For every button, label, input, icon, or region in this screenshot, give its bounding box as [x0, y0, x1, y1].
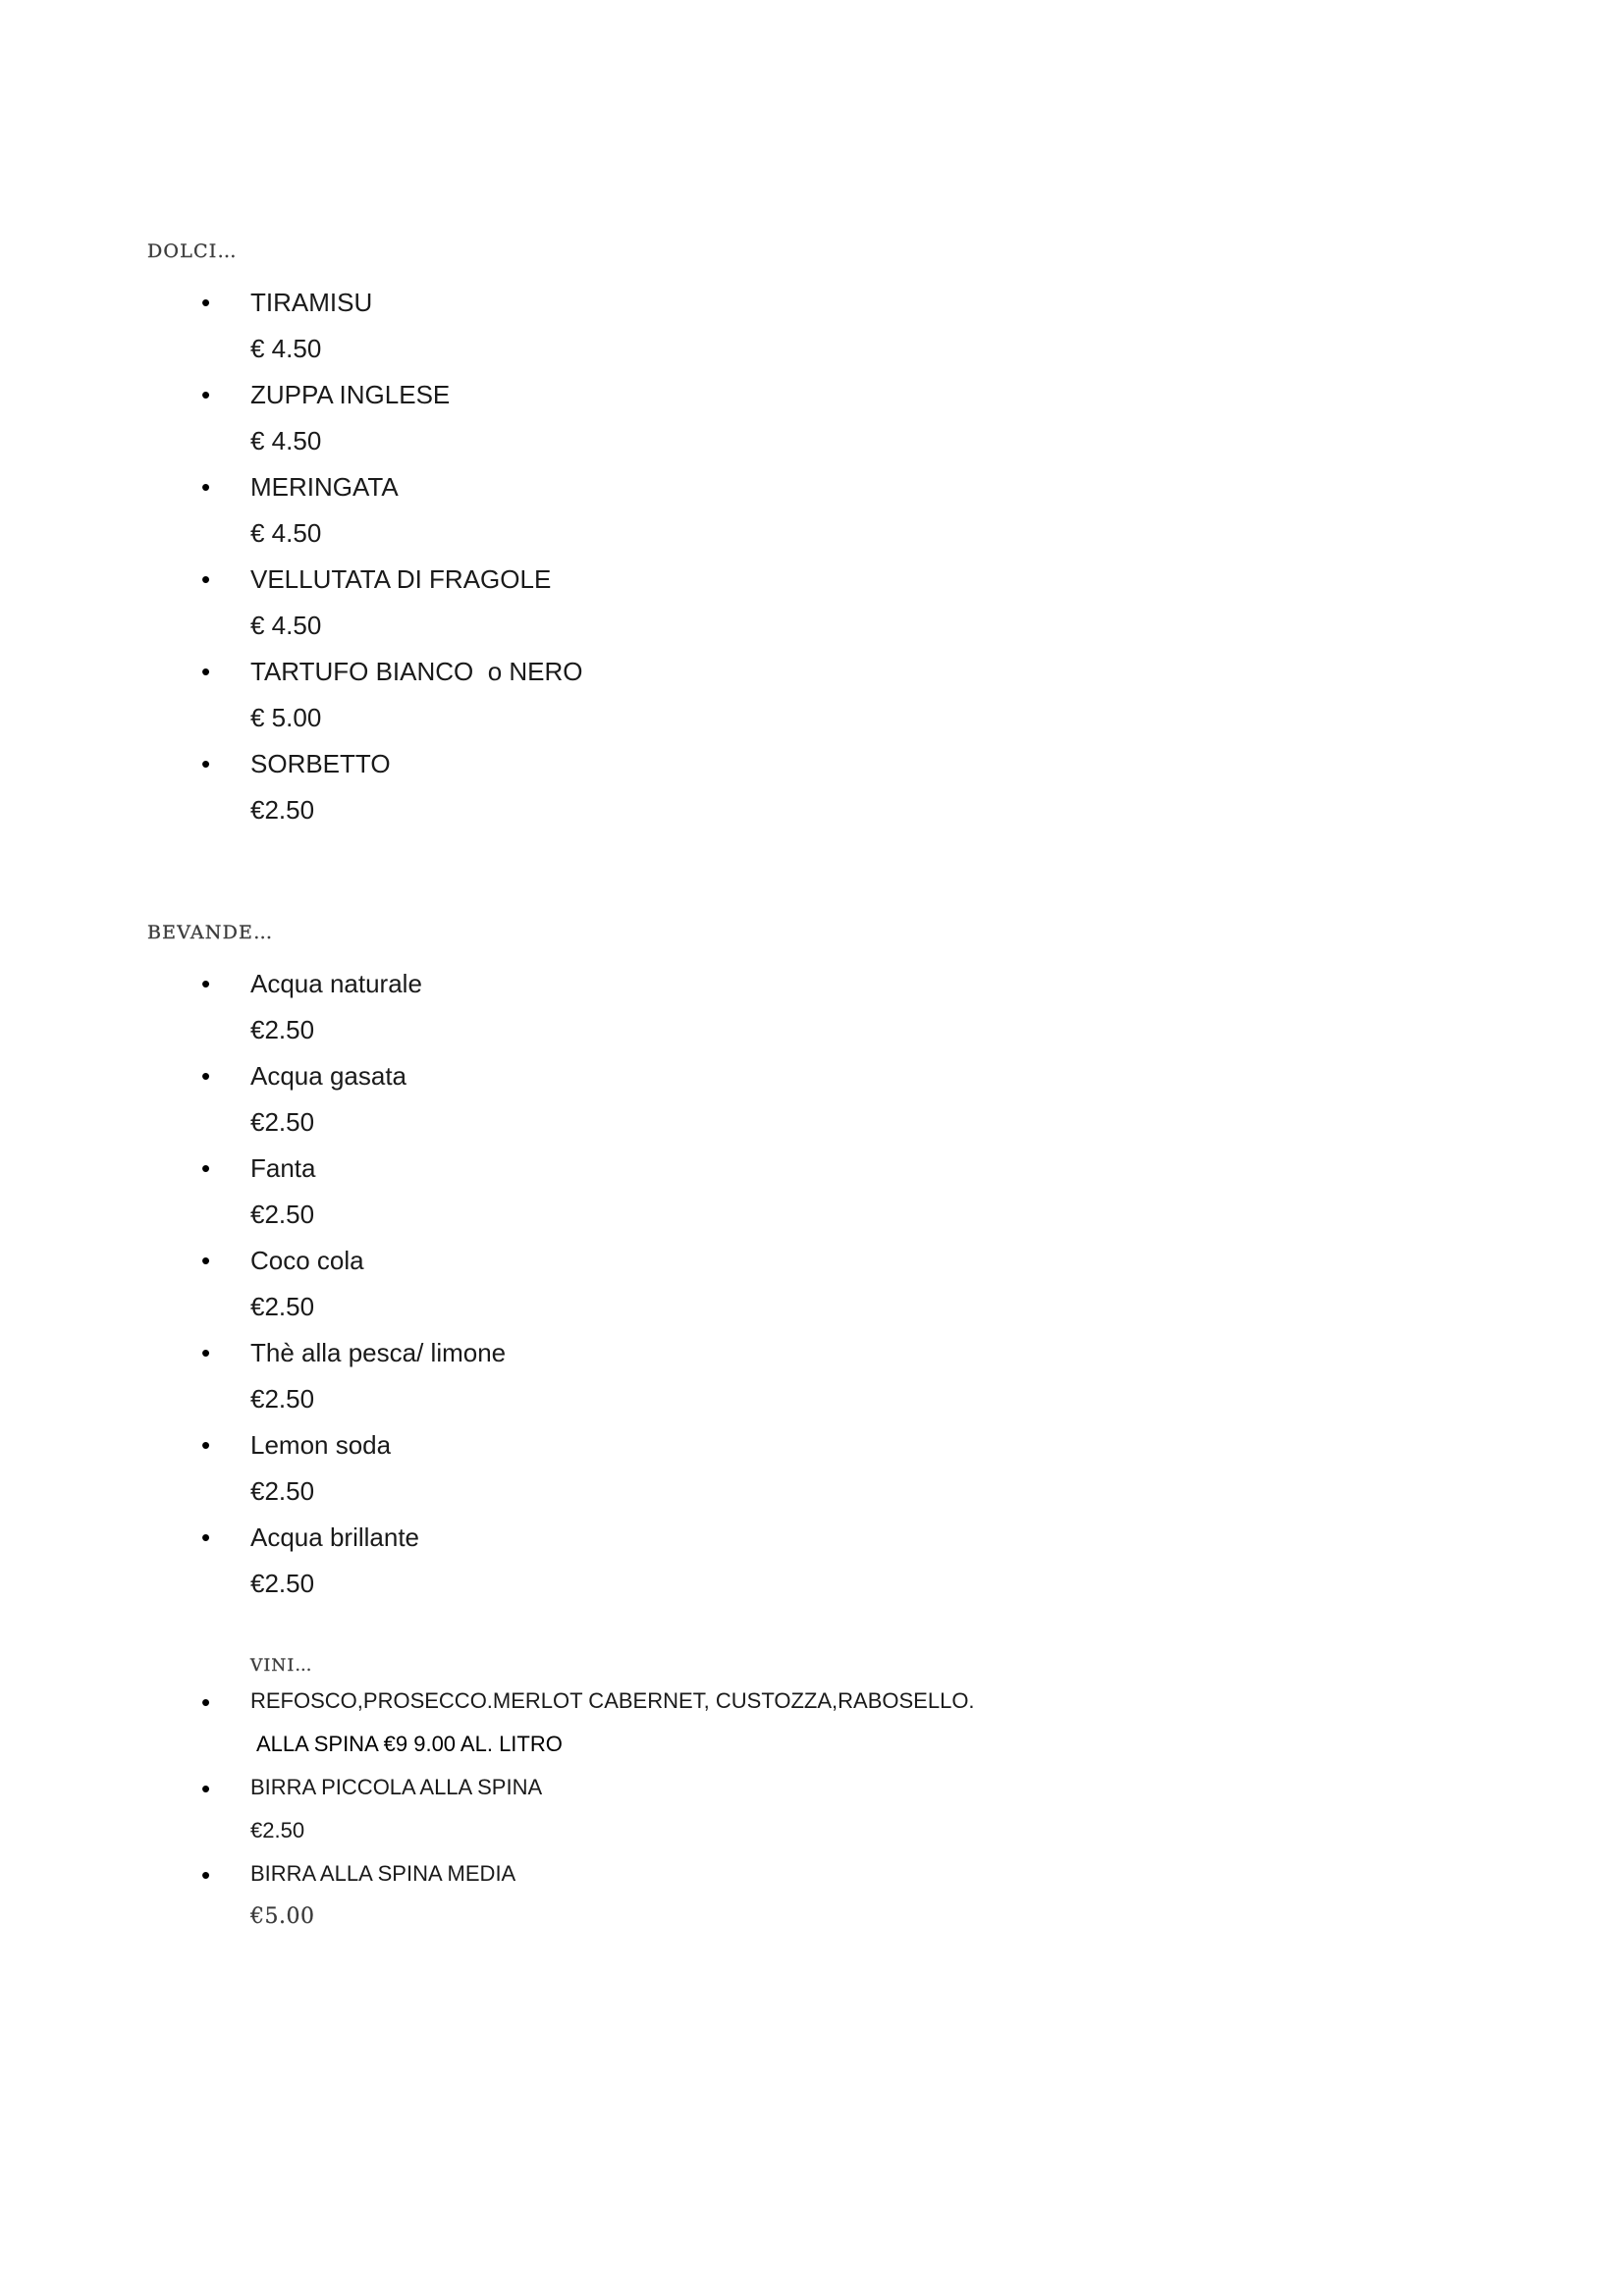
item-name: TIRAMISU	[250, 288, 373, 317]
bullet-icon: •	[201, 1338, 211, 1367]
bullet-icon: •	[201, 1860, 211, 1890]
item-price: €2.50	[250, 1818, 305, 1842]
item-price: €2.50	[250, 795, 315, 825]
item-name: Acqua naturale	[250, 969, 422, 998]
item-price: € 4.50	[250, 426, 322, 455]
item-name: TARTUFO BIANCO o NERO	[250, 657, 583, 686]
bullet-icon: •	[201, 749, 211, 778]
item-price: €5.00	[250, 1904, 315, 1929]
item-name: Acqua gasata	[250, 1061, 407, 1091]
list-item	[147, 1146, 1483, 1238]
list-item	[147, 1852, 1483, 1939]
section-spacer	[147, 1607, 1483, 1656]
item-price: €2.50	[250, 1015, 315, 1044]
section-heading-dolci: DOLCI…	[147, 240, 238, 262]
list-item	[147, 1680, 1483, 1766]
bullet-icon: •	[201, 1774, 211, 1803]
bullet-icon: •	[201, 1687, 211, 1717]
section-heading-vini: VINI…	[250, 1656, 313, 1676]
bullet-icon: •	[201, 1153, 211, 1183]
list-item	[147, 741, 1483, 833]
section-spacer	[147, 833, 1483, 922]
menu-list-dolci	[147, 280, 1483, 833]
bullet-icon: •	[201, 380, 211, 409]
bullet-icon: •	[201, 1522, 211, 1552]
item-price: €2.50	[250, 1384, 315, 1414]
list-item	[147, 1766, 1483, 1852]
menu-list-vini	[147, 1680, 1483, 1939]
bullet-icon: •	[201, 657, 211, 686]
item-name: BIRRA PICCOLA ALLA SPINA	[250, 1775, 543, 1799]
item-price: € 4.50	[250, 518, 322, 548]
bullet-icon: •	[201, 564, 211, 594]
item-name: Fanta	[250, 1153, 316, 1183]
item-price: €2.50	[250, 1107, 315, 1137]
bullet-icon: •	[201, 969, 211, 998]
bullet-icon: •	[201, 1061, 211, 1091]
item-name: REFOSCO,PROSECCO.MERLOT CABERNET, CUSTOZZA,RABOSELLO.	[250, 1688, 975, 1713]
bullet-icon: •	[201, 1246, 211, 1275]
section-heading-bevande: BEVANDE…	[147, 922, 274, 943]
list-item	[147, 372, 1483, 464]
item-price: €2.50	[250, 1476, 315, 1506]
item-name: ZUPPA INGLESE	[250, 380, 451, 409]
item-subline: ALLA SPINA €9 9.00 AL. LITRO	[256, 1732, 563, 1756]
list-item	[147, 1515, 1483, 1607]
list-item	[147, 464, 1483, 557]
list-item	[147, 1053, 1483, 1146]
menu-content	[147, 240, 1483, 1939]
item-name: Lemon soda	[250, 1430, 392, 1460]
item-name: VELLUTATA DI FRAGOLE	[250, 564, 552, 594]
menu-list-bevande	[147, 961, 1483, 1607]
list-item	[147, 1330, 1483, 1422]
item-name: Acqua brillante	[250, 1522, 419, 1552]
item-name: Thè alla pesca/ limone	[250, 1338, 507, 1367]
list-item	[147, 280, 1483, 372]
item-price: € 4.50	[250, 611, 322, 640]
item-name: SORBETTO	[250, 749, 391, 778]
list-item	[147, 1422, 1483, 1515]
item-price: € 5.00	[250, 703, 322, 732]
list-item	[147, 557, 1483, 649]
item-name: BIRRA ALLA SPINA MEDIA	[250, 1861, 516, 1886]
list-item	[147, 1238, 1483, 1330]
item-name: Coco cola	[250, 1246, 364, 1275]
bullet-icon: •	[201, 472, 211, 502]
bullet-icon: •	[201, 288, 211, 317]
item-price: €2.50	[250, 1200, 315, 1229]
item-price: € 4.50	[250, 334, 322, 363]
item-price: €2.50	[250, 1569, 315, 1598]
item-price: €2.50	[250, 1292, 315, 1321]
item-name: MERINGATA	[250, 472, 399, 502]
list-item	[147, 961, 1483, 1053]
list-item	[147, 649, 1483, 741]
bullet-icon: •	[201, 1430, 211, 1460]
